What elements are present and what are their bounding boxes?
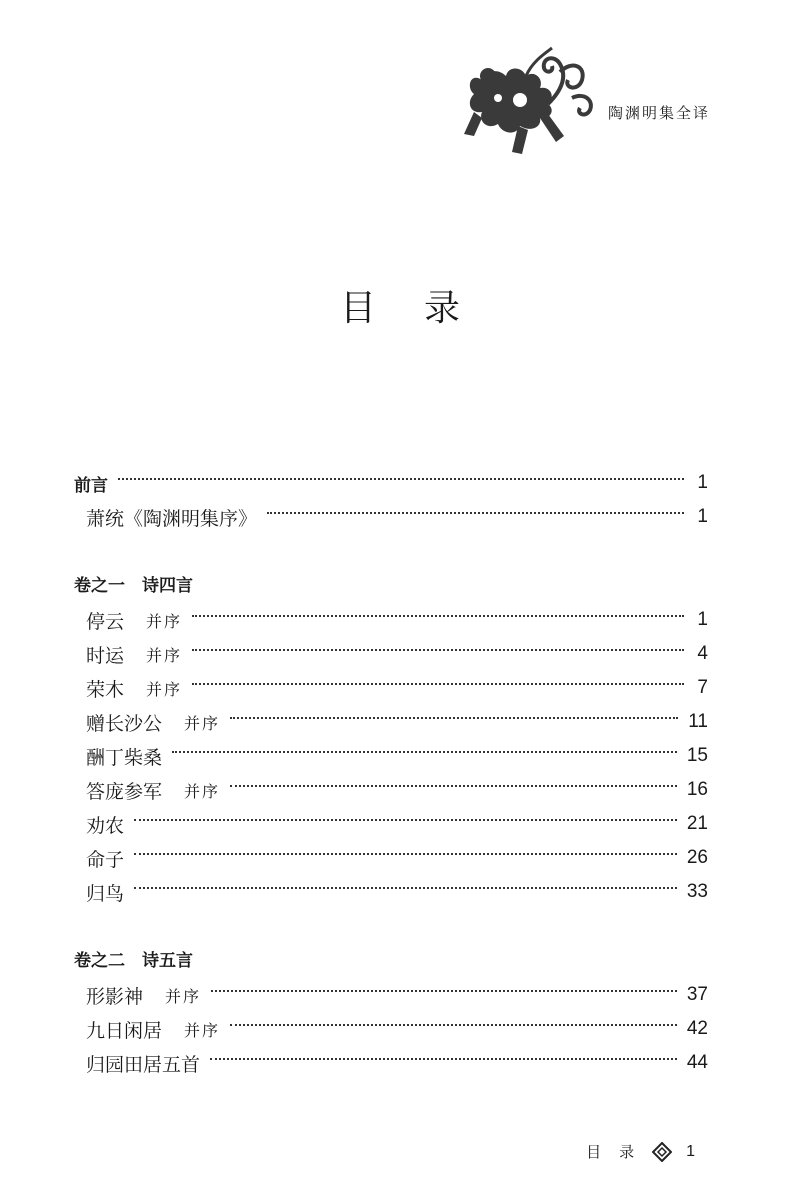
dot-leader <box>172 751 677 753</box>
toc-page-number: 4 <box>697 643 708 664</box>
toc-entry-title: 形影神 <box>86 985 144 1008</box>
footer-page-number: 1 <box>686 1142 695 1160</box>
toc-page-number: 7 <box>697 677 708 698</box>
toc-entry[interactable] <box>74 1012 708 1046</box>
toc-entry-title: 归鸟 <box>86 882 125 905</box>
toc-entry[interactable] <box>74 773 708 807</box>
toc-section <box>74 569 708 909</box>
page-title: 目录 <box>339 288 508 329</box>
page-footer <box>586 1141 695 1162</box>
toc-page-number: 15 <box>686 745 708 766</box>
dot-leader <box>134 819 677 821</box>
dot-leader <box>230 785 677 787</box>
toc-entry-title: 答庞参军 <box>86 780 163 803</box>
toc-entry[interactable] <box>74 637 708 671</box>
toc-entry[interactable] <box>74 807 708 841</box>
toc-entry-title: 前言 <box>74 475 108 496</box>
dot-leader <box>211 990 677 992</box>
table-of-contents <box>74 466 708 1080</box>
dot-leader <box>210 1058 677 1060</box>
section-heading: 卷之二 诗五言 <box>74 951 193 971</box>
dot-leader <box>192 649 684 651</box>
toc-entry[interactable] <box>74 978 708 1012</box>
section-heading: 卷之一 诗四言 <box>74 576 193 596</box>
toc-entry-title: 九日闲居 <box>86 1019 163 1042</box>
toc-page-number: 21 <box>686 813 708 834</box>
toc-entry-note: 并序 <box>146 645 183 665</box>
toc-entry-note: 并序 <box>146 679 183 699</box>
footer-label: 目录 <box>586 1143 653 1161</box>
toc-entry-title: 劝农 <box>86 814 125 837</box>
toc-entry-title: 停云 <box>86 610 125 633</box>
toc-entry[interactable] <box>74 705 708 739</box>
toc-entry-note: 并序 <box>184 781 221 801</box>
toc-entry-preface[interactable] <box>74 466 708 500</box>
dot-leader <box>118 478 684 480</box>
toc-entry-xiaotong-preface[interactable] <box>74 500 708 534</box>
dot-leader <box>230 717 678 719</box>
dot-leader <box>267 512 684 514</box>
toc-entry[interactable] <box>74 841 708 875</box>
toc-entry-title: 赠长沙公 <box>86 712 163 735</box>
toc-section <box>74 944 708 1080</box>
toc-entry[interactable] <box>74 875 708 909</box>
toc-page-number: 16 <box>686 779 708 800</box>
toc-entry-title: 命子 <box>86 848 125 871</box>
toc-page-number: 1 <box>697 609 708 630</box>
beast-emblem-icon <box>460 42 600 164</box>
toc-entry-note: 并序 <box>184 713 221 733</box>
toc-page-number: 44 <box>686 1052 708 1073</box>
toc-page-number: 26 <box>686 847 708 868</box>
toc-entry-title: 时运 <box>86 644 125 667</box>
toc-page-number: 42 <box>686 1018 708 1039</box>
toc-entry[interactable] <box>74 739 708 773</box>
toc-entry[interactable] <box>74 1046 708 1080</box>
toc-entry-title: 荣木 <box>86 678 125 701</box>
toc-entry-title: 酬丁柴桑 <box>86 746 163 769</box>
toc-page-number: 11 <box>688 711 708 732</box>
toc-entry-title: 萧统《陶渊明集序》 <box>86 507 258 530</box>
dot-leader <box>230 1024 677 1026</box>
toc-page-number: 1 <box>697 472 708 493</box>
toc-page-number: 37 <box>686 984 708 1005</box>
diamond-ornament-icon <box>652 1142 672 1162</box>
toc-entry[interactable] <box>74 671 708 705</box>
dot-leader <box>192 615 684 617</box>
header-book-title: 陶渊明集全译 <box>608 104 711 122</box>
dot-leader <box>134 853 677 855</box>
dot-leader <box>134 887 677 889</box>
dot-leader <box>192 683 684 685</box>
toc-entry[interactable] <box>74 603 708 637</box>
toc-page-number: 33 <box>686 881 708 902</box>
toc-entry-note: 并序 <box>184 1020 221 1040</box>
toc-page-number: 1 <box>697 506 708 527</box>
toc-entry-title: 归园田居五首 <box>86 1053 201 1076</box>
toc-entry-note: 并序 <box>165 986 202 1006</box>
toc-entry-note: 并序 <box>146 611 183 631</box>
